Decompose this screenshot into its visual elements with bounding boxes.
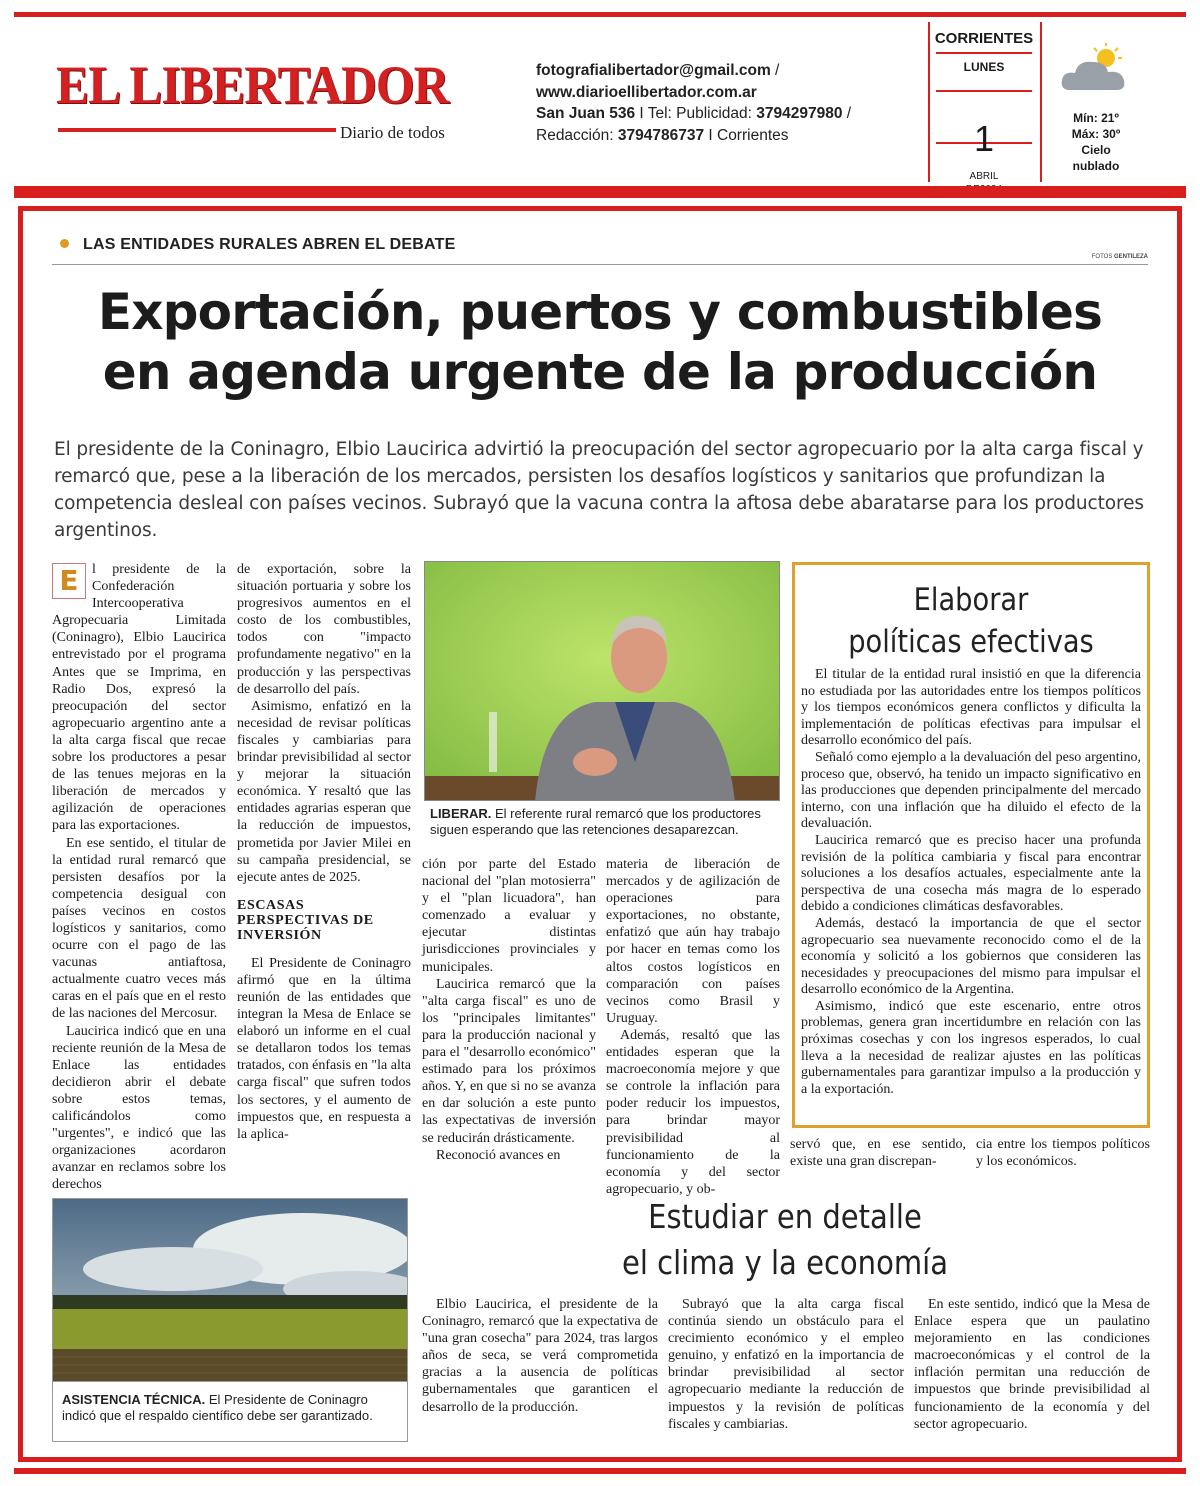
paragraph: Elbio Laucirica, el presidente de la Coninagro, remarcó que la expectativa de "una gran cosecha" para 2024, tras largos años de seca, se verá comprometida gracias a la ausencia de políticas gubernamentales que garanticen el desarrollo de la producción.	[422, 1297, 658, 1415]
masthead-tagline: Diario de todos	[340, 123, 445, 142]
sidebar-box	[792, 562, 1150, 1128]
weather-block	[1046, 40, 1146, 174]
photo-credit-prefix: FOTOS	[1091, 254, 1114, 260]
date-city: CORRIENTES	[934, 30, 1034, 47]
date-day: 1	[973, 118, 995, 159]
paragraph: Además, destacó la importancia de que el sector agropecuario sea nuevamente reconocido como el de la economía y solicitó a los gobiernos que consideren las necesidades y preocupaciones del mismo para impulsar el desarrollo económico de la Argentina.	[801, 915, 1141, 998]
headline-line-2: en agenda urgente de la producción	[102, 343, 1098, 401]
crop-field-photo	[53, 1199, 408, 1382]
article-col-1	[52, 561, 226, 1193]
redaccion-number: 3794786737	[617, 126, 705, 144]
paragraph: El titular de la entidad rural insistió en que la diferencia no estudiada por las autoridades entre los tiempos políticos y los tiempos económicos genera conflictos y dificulta la implementación de políticas efectivas para impulsar el desarrollo económico del país.	[801, 667, 1141, 749]
article-col-6	[976, 1136, 1150, 1170]
city-label: I Corrientes	[704, 126, 789, 144]
contact-block	[536, 60, 851, 146]
tel-number: 3794297980	[756, 105, 843, 122]
interview-photo	[424, 561, 780, 801]
bullet-icon	[60, 239, 69, 248]
paragraph: l presidente de la Confederación Intercooperativa Agropecuaria Limitada (Coninagro), Elbio Laucirica entrevistado por el programa Antes que se Imprima, en Radio Dos, expresó la preocupación del sector agropecuario argentino ante a la alta carga fiscal que recae sobre los productores a pesar de las tenues mejoras en la liberación de mercados y agilización de operaciones para las exportaciones.	[52, 562, 226, 834]
paragraph: En este sentido, indicó que la Mesa de Enlace espera que un paulatino mejoramiento en las condiciones macroeconómicas y el control de la inflación permitan una reducción de impuestos que brinde previsibilidad al funcionamiento de la economía y del sector agropecuario.	[914, 1297, 1150, 1432]
bottom-title-line-1: Estudiar en detalle	[648, 1197, 922, 1236]
paragraph: materia de liberación de mercados y de agilización de operaciones para exportaciones, no obstante, enfatizó que aún hay trabajo por hacer en temas como los altos costos logísticos en comparación con países vecinos como Brasil y Uruguay.	[606, 857, 780, 1026]
tel-label: I Tel: Publicidad:	[635, 105, 757, 122]
bottom-col-2	[668, 1296, 904, 1433]
date-box	[928, 22, 1040, 182]
paragraph: cia entre los tiempos políticos y los económicos.	[976, 1137, 1150, 1170]
headline	[40, 282, 1160, 402]
contact-email[interactable]: fotografialibertador@gmail.com	[536, 62, 771, 79]
paragraph: Laucirica remarcó que es preciso hacer una profunda revisión de la política cambiaria y fiscal para encontrar soluciones a los desafíos actuales, especialmente ante la perspectiva de una cosecha más magra de lo esperado debido a condiciones climáticas desfavorables.	[801, 832, 1141, 915]
contact-address: San Juan 536	[536, 105, 636, 122]
weather-max: Máx: 30º	[1071, 127, 1121, 141]
subheading: ESCASAS PERSPECTIVAS DE INVERSIÓN	[237, 897, 374, 943]
headline-line-1: Exportación, puertos y combustibles	[97, 283, 1103, 341]
datebox-right-rule	[1040, 22, 1042, 182]
paragraph: ción por parte del Estado nacional del "plan motosierra" y el "plan licuadora", han comenzado a evaluar y ejecutar distintas jurisdicciones provinciales y municipales.	[422, 857, 596, 975]
sidebar-title-line-2: políticas efectivas	[848, 624, 1094, 660]
article-col-5	[790, 1136, 966, 1170]
date-weekday: LUNES	[963, 60, 1005, 74]
bottom-title-line-2: el clima y la economía	[621, 1243, 949, 1282]
paragraph: Laucirica remarcó que la "alta carga fiscal" es uno de los "principales limitantes" para la producción nacional y para el "desarrollo económico" estimado para los próximos años. Y, en que si no se avanza en dar solución a este punto las expectativas de inversión se reducirán drásticamente.	[422, 976, 596, 1146]
field-photo	[52, 1198, 408, 1382]
article-col-3	[422, 856, 596, 1164]
masthead-bar	[14, 186, 1186, 198]
photo-2-caption	[62, 1392, 402, 1424]
redaccion-label: Redacción:	[536, 126, 618, 144]
photo-1-caption	[430, 806, 780, 838]
photo-credit-name: GENTILEZA	[1114, 254, 1148, 260]
sidebar-text	[801, 667, 1141, 1098]
article-col-2	[237, 561, 411, 1143]
paragraph: Además, resaltó que las entidades esperan que la macroeconomía mejore y que se controle la inflación para poder reducir los impuestos, para brindar mayor previsibilidad al funcionamiento de la economía y del sector agropecuario, y ob-	[606, 1027, 780, 1197]
weather-cond-1: Cielo	[1081, 143, 1111, 157]
caption-label: ASISTENCIA TÉCNICA.	[62, 1392, 206, 1407]
paragraph: Laucirica indicó que en una reciente reunión de la Mesa de Enlace las entidades decidieron abrir el debate sobre estos temas, calificándolos como "urgentes", e indicó que las organizaciones acordaron avanzar en reclamos sobre los derechos	[52, 1023, 226, 1193]
kicker-text: LAS ENTIDADES RURALES ABREN EL DEBATE	[83, 236, 456, 253]
article-col-4	[606, 856, 780, 1198]
sep: /	[842, 105, 852, 122]
date-month: ABRIL	[969, 171, 999, 182]
lead-paragraph: El presidente de la Coninagro, Elbio Laucirica advirtió la preocupación del sector agropecuario por la alta carga fiscal y remarcó que, pese a la liberación de los mercados, persisten los desafíos logísticos y sanitarios que profundizan la competencia desleal con países vecinos. Subrayó que la vacuna contra la aftosa debe abaratarse para los productores argentinos.	[54, 439, 1144, 541]
paragraph: En ese sentido, el titular de la entidad rural remarcó que persisten desafíos por la competencia desigual con países vecinos en costos logísticos y sanitarios, como ocurre con el pago de las vacunas antiaftosa, actualmente cuatro veces más caras en el país que en el resto de las naciones del Mercosur.	[52, 835, 226, 1022]
paragraph: Reconoció avances en	[436, 1147, 561, 1163]
top-rule	[14, 12, 1186, 17]
paragraph: de exportación, sobre la situación portuaria y sobre los progresivos aumentos en el costo de los combustibles, todos con "impacto profundamente negativo" en la producción y las perspectivas de desarrollo del país.	[237, 562, 411, 697]
sidebar-title-line-1: Elaborar	[913, 582, 1029, 618]
drop-cap: E	[52, 563, 86, 599]
paragraph: Asimismo, indicó que este escenario, entre otros problemas, genera gran incertidumbre en relación con las próximas cosechas y con los ingresos esperados, lo cual lleva a la necesidad de realizar ajustes en las políticas gubernamentales para garantizar impulso a la producción y a la exportación.	[801, 998, 1141, 1097]
masthead-underline	[58, 128, 336, 132]
masthead-logo: EL LIBERTADOR	[56, 55, 449, 115]
weather-cond-2: nublado	[1072, 159, 1120, 173]
paragraph: Subrayó que la alta carga fiscal continúa siendo un obstáculo para el crecimiento económico y el empleo genuino, y enfatizó en la importancia de brindar previsibilidad al sector agropecuario mediante la reducción de impuestos y la revisión de políticas fiscales y cambiarias.	[668, 1297, 904, 1432]
sep: /	[770, 62, 780, 79]
section-kicker	[60, 236, 455, 254]
bottom-col-3	[914, 1296, 1150, 1433]
caption-label: LIBERAR.	[430, 806, 492, 821]
kicker-rule	[52, 264, 1148, 265]
partly-cloudy-icon	[1056, 40, 1136, 100]
photo-credit	[1092, 254, 1148, 260]
paragraph: Asimismo, enfatizó en la necesidad de revisar políticas fiscales y cambiarias para brindar previsibilidad al sector y mejorar la situación económica. Y resaltó que las entidades agrarias esperan que la reducción de impuestos, prometida por Javier Milei en su campaña presidencial, se ejecute antes de 2025.	[237, 698, 411, 885]
caption-text: El referente rural remarcó que los productores siguen esperando que las retenciones desaparezcan.	[430, 806, 761, 837]
contact-website[interactable]: www.diarioellibertador.com.ar	[536, 83, 757, 101]
sidebar-title	[816, 579, 1126, 663]
bottom-article-title	[464, 1194, 1106, 1286]
caption-text: El Presidente de Coninagro indicó que el respaldo científico debe ser garantizado.	[62, 1392, 373, 1423]
weather-min: Mín: 21º	[1073, 111, 1119, 125]
paragraph: servó que, en ese sentido, existe una gran discrepan-	[790, 1137, 966, 1170]
paragraph: Señaló como ejemplo a la devaluación del peso argentino, proceso que, observó, ha tenido un impacto significativo en las producciones que dependen principalmente del mercado interno, con una inflación que ha diluido el efecto de la devaluación.	[801, 749, 1141, 832]
paragraph: El Presidente de Coninagro afirmó que en la última reunión de las entidades que integran la Mesa de Enlace se elaboró un informe en el cual se detallaron todos los temas tratados, con énfasis en "la alta carga fiscal" que sufren todos los sectores, y el aumento de impuestos que, en respuesta a la aplica-	[237, 955, 411, 1142]
bottom-rule	[14, 1468, 1186, 1474]
man-speaking-photo	[425, 562, 780, 801]
bottom-col-1	[422, 1296, 658, 1416]
